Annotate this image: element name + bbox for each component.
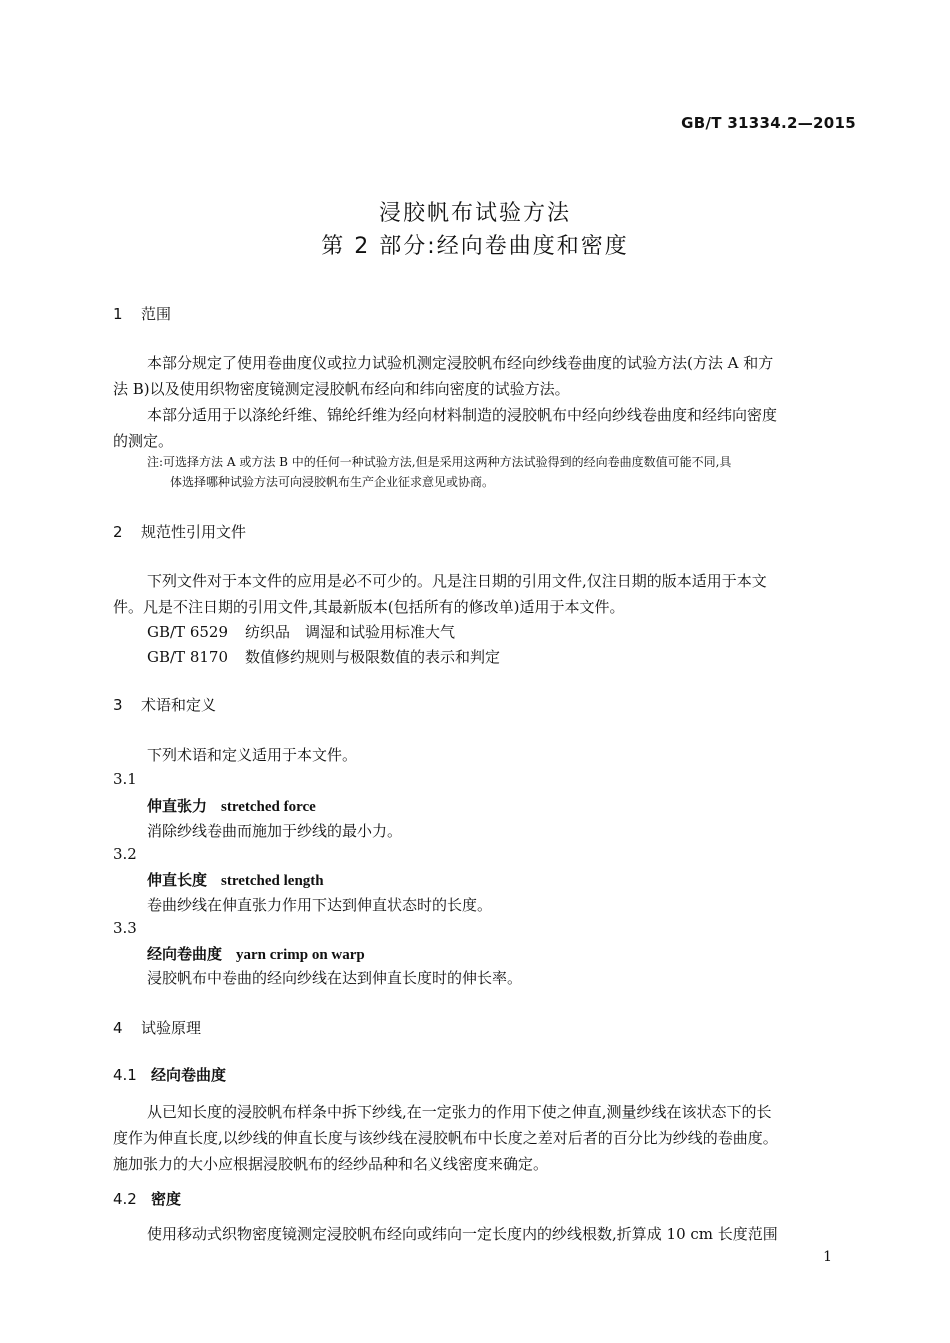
- term-en: stretched force: [221, 799, 316, 815]
- term-number: 3.2: [113, 845, 137, 863]
- term-definition: 消除纱线卷曲而施加于纱线的最小力。: [147, 822, 403, 840]
- paragraph-line: 度作为伸直长度,以纱线的伸直长度与该纱线在浸胶帆布中长度之差对后者的百分比为纱线的卷曲度。: [113, 1129, 778, 1147]
- reference-title: 数值修约规则与极限数值的表示和判定: [245, 648, 501, 666]
- section-number: 2: [113, 523, 123, 541]
- paragraph-line: 使用移动式织物密度镜测定浸胶帆布经向或纬向一定长度内的纱线根数,折算成 10 cm 长度范围: [147, 1225, 778, 1243]
- document-subtitle: 第 2 部分:经向卷曲度和密度: [321, 234, 629, 259]
- section-number: 3: [113, 696, 123, 714]
- paragraph-line: 下列文件对于本文件的应用是必不可少的。凡是注日期的引用文件,仅注日期的版本适用于本文: [147, 572, 767, 590]
- subsection-4-2-heading: [113, 1188, 181, 1209]
- section-3-heading: [113, 694, 216, 715]
- section-number: 4: [113, 1019, 123, 1037]
- paragraph-line: 法 B)以及使用织物密度镜测定浸胶帆布经向和纬向密度的试验方法。: [113, 380, 570, 398]
- section-title: 规范性引用文件: [141, 523, 247, 541]
- section-1-heading: [113, 303, 171, 324]
- paragraph-line: 从已知长度的浸胶帆布样条中拆下纱线,在一定张力的作用下使之伸直,测量纱线在该状态下的长: [147, 1103, 772, 1121]
- subsection-title: 经向卷曲度: [151, 1066, 227, 1084]
- term-entry: [147, 795, 316, 816]
- note-line: 体选择哪种试验方法可向浸胶帆布生产企业征求意见或协商。: [170, 475, 495, 489]
- reference-title: 纺织品 调湿和试验用标准大气: [245, 623, 456, 641]
- section-4-heading: [113, 1017, 201, 1038]
- page-number: 1: [823, 1249, 832, 1265]
- section-2-heading: [113, 521, 246, 542]
- term-definition: 浸胶帆布中卷曲的经向纱线在达到伸直长度时的伸长率。: [147, 969, 523, 987]
- term-zh: 伸直长度: [147, 871, 208, 889]
- document-title: 浸胶帆布试验方法: [378, 201, 571, 226]
- subsection-4-1-heading: [113, 1064, 226, 1085]
- term-entry: [147, 869, 324, 890]
- section-title: 试验原理: [141, 1019, 202, 1037]
- term-entry: [147, 943, 365, 964]
- normative-reference: [147, 621, 455, 642]
- paragraph-line: 下列术语和定义适用于本文件。: [147, 746, 358, 764]
- reference-code: GB/T 6529: [147, 623, 229, 641]
- term-en: stretched length: [221, 873, 324, 889]
- term-number: 3.3: [113, 919, 137, 937]
- note-line: 注:可选择方法 A 或方法 B 中的任何一种试验方法,但是采用这两种方法试验得到的经向卷曲度数值可能不同,具: [147, 455, 732, 469]
- section-title: 范围: [141, 305, 172, 323]
- subsection-number: 4.2: [113, 1190, 137, 1208]
- section-number: 1: [113, 305, 123, 323]
- section-title: 术语和定义: [141, 696, 217, 714]
- standard-number: GB/T 31334.2—2015: [681, 114, 856, 132]
- term-zh: 伸直张力: [147, 797, 208, 815]
- paragraph-line: 件。凡是不注日期的引用文件,其最新版本(包括所有的修改单)适用于本文件。: [113, 598, 625, 616]
- term-number: 3.1: [113, 770, 137, 788]
- reference-code: GB/T 8170: [147, 648, 229, 666]
- term-definition: 卷曲纱线在伸直张力作用下达到伸直状态时的长度。: [147, 896, 493, 914]
- paragraph-line: 的测定。: [113, 432, 174, 450]
- paragraph-line: 本部分适用于以涤纶纤维、锦纶纤维为经向材料制造的浸胶帆布中经向纱线卷曲度和经纬向密度: [147, 406, 778, 424]
- term-en: yarn crimp on warp: [236, 947, 365, 963]
- subsection-number: 4.1: [113, 1066, 137, 1084]
- paragraph-line: 本部分规定了使用卷曲度仪或拉力试验机测定浸胶帆布经向纱线卷曲度的试验方法(方法 A 和方: [147, 354, 774, 372]
- term-zh: 经向卷曲度: [147, 945, 223, 963]
- normative-reference: [147, 646, 500, 667]
- subsection-title: 密度: [151, 1190, 182, 1208]
- paragraph-line: 施加张力的大小应根据浸胶帆布的经纱品种和名义线密度来确定。: [113, 1155, 549, 1173]
